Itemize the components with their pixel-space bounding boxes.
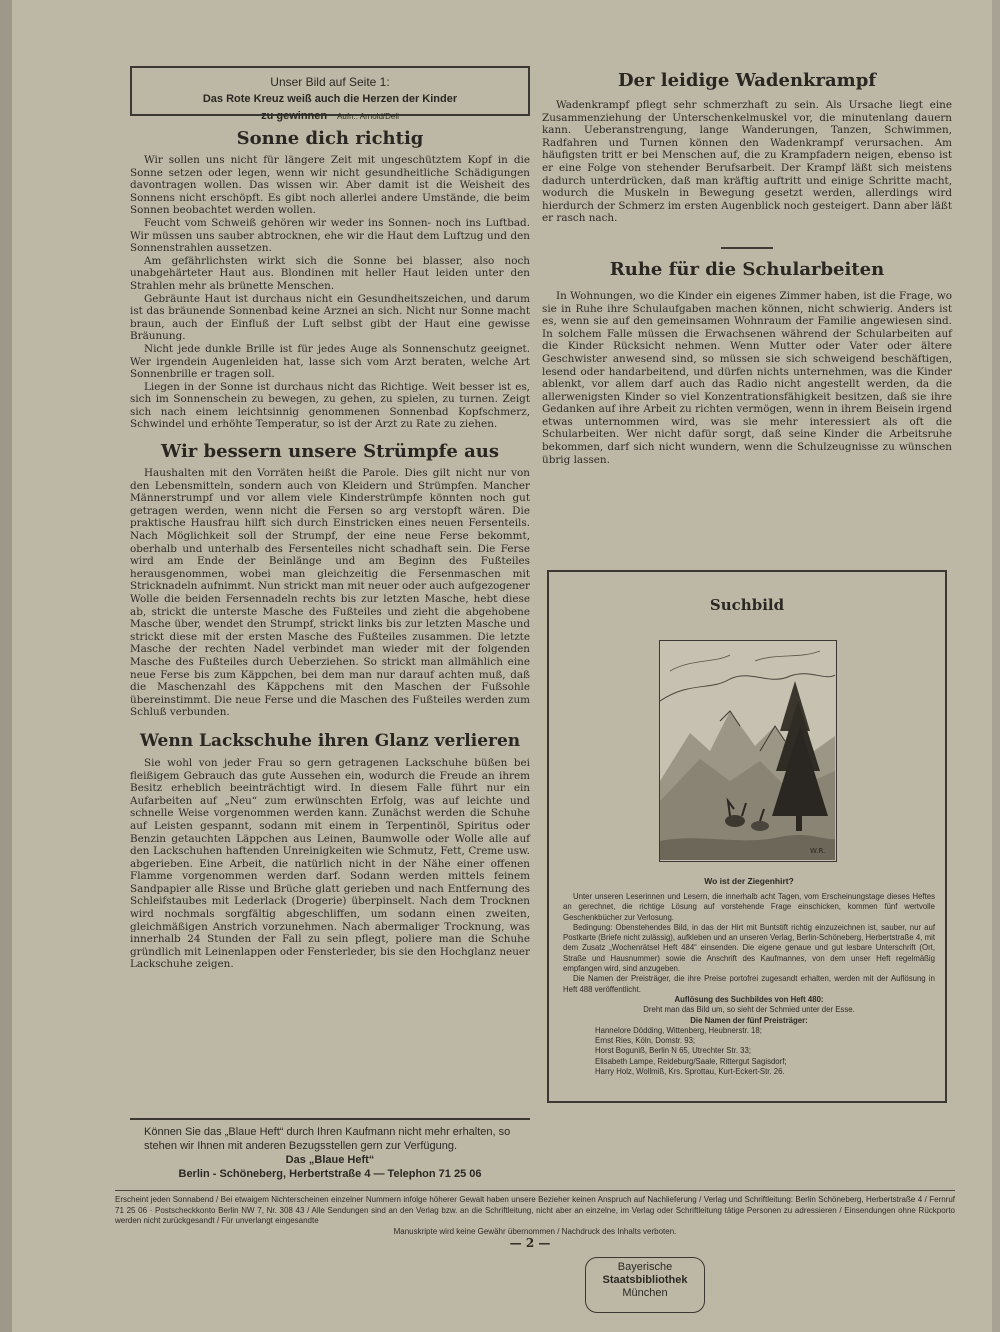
paragraph: Wadenkrampf pflegt sehr schmerzhaft zu sein. Als Ursache liegt eine Zusammenziehung der Unterschenkelmuskel vor, die minutenlang dauern kann. Ueberanstrengung, lange Wanderungen, Tanzen, Schwimmen, Radfahren und Turnen können den Wadenkrampf verursachen. Am häufigsten tritt er bei Menschen auf, die zu Krampfadern neigen, ebenso ist er eine Folge von stehender Berufsarbeit. Der Krampf läßt sich meistens dadurch unterdrücken, daß man kräftig auftritt und einige Schritte macht, wodurch die Muskeln in Bewegung gesetzt werden, allerdings wird hierdurch der Schmerz im ersten Augenblick noch gesteigert. Dann aber läßt er rasch nach. bbox=[542, 99, 952, 225]
puzzle-illustration bbox=[659, 640, 837, 862]
paragraph: Liegen in der Sonne ist durchaus nicht das Richtige. Weit besser ist es, sich im Sonnenschein zu bewegen, zu gehen, zu spielen, zu turnen. Zeigt sich nach einem leichtsinnig genommenen Sonnenbad Kopfschmerz, Schwindel und erhöhte Temperatur, so ist der Arzt zu Rate zu ziehen. bbox=[130, 380, 530, 431]
winner-item: Hannelore Dödding, Wittenberg, Heubnerstr. 18; bbox=[595, 1025, 762, 1035]
illustration-signature: W.R. bbox=[810, 847, 826, 855]
puzzle-box bbox=[547, 570, 947, 1103]
picture-note-line3: zu gewinnen bbox=[261, 110, 328, 122]
picture-note-line2: Das Rote Kreuz weiß auch die Herzen der Kinder bbox=[202, 93, 458, 105]
puzzle-title: Suchbild bbox=[709, 596, 785, 614]
solution-title: Auflösung des Suchbildes von Heft 480: bbox=[674, 994, 824, 1004]
paragraph: Nicht jede dunkle Brille ist für jedes Auge als Sonnenschutz geeignet. Wer irgendein Augenleiden hat, lasse sich vom Arzt beraten, welche Art Sonnenbrille er tragen soll. bbox=[130, 342, 530, 381]
publisher-name: Das „Blaue Heft“ bbox=[285, 1154, 375, 1166]
subscription-text: Können Sie das „Blaue Heft“ durch Ihren Kaufmann nicht mehr erhalten, so stehen wir Ihnen mit anderen Bezugsstellen gern zur Verfügung. bbox=[144, 1126, 511, 1152]
puzzle-rules bbox=[563, 892, 935, 1077]
winner-item: Ernst Ries, Köln, Domstr. 93; bbox=[595, 1036, 696, 1046]
publisher-address: Berlin - Schöneberg, Herbertstraße 4 — Telephon 71 25 06 bbox=[178, 1168, 482, 1180]
picture-note-line1: Unser Bild auf Seite 1: bbox=[270, 75, 390, 89]
article-title-struempfe: Wir bessern unsere Strümpfe aus bbox=[161, 441, 499, 463]
article-body-sonne bbox=[130, 154, 530, 431]
puzzle-question: Wo ist der Ziegenhirt? bbox=[704, 876, 794, 886]
article-title-lackschuhe: Wenn Lackschuhe ihren Glanz verlieren bbox=[139, 730, 521, 751]
article-body-lackschuhe bbox=[130, 757, 530, 971]
winner-item: Horst Boguniß, Berlin N 65, Utrechter Str. 33; bbox=[595, 1046, 752, 1056]
stamp-line2: Staatsbibliothek bbox=[602, 1274, 688, 1286]
picture-note-box bbox=[130, 66, 530, 122]
divider bbox=[721, 247, 773, 249]
paragraph: Wir sollen uns nicht für längere Zeit mit ungeschütztem Kopf in die Sonne setzen oder legen, wenn wir nicht gesundheitliche Schädigungen davontragen wollen. Das wissen wir. Aber damit ist die Weisheit des Sonnens nicht erschöpft. Es gibt noch allerlei andere Umstände, die beim Sonnen beobachtet werden wollen. bbox=[130, 154, 530, 217]
winner-item: Elisabeth Lampe, Reideburg/Saale, Rittergut Sagisdorf; bbox=[595, 1056, 787, 1066]
article-body-schularbeiten bbox=[542, 290, 952, 466]
right-column bbox=[542, 66, 952, 466]
article-body-wadenkrampf bbox=[542, 99, 952, 225]
rules-paragraph: Unter unseren Leserinnen und Lesern, die innerhalb acht Tagen, vom Erscheinungstage dieses Heftes an gerechnet, die richtige Lösung auf vorstehende Frage einschicken, kommen fünf wertvolle Geschenkbücher zur Verlosung. bbox=[563, 892, 935, 922]
paragraph: Haushalten mit den Vorräten heißt die Parole. Dies gilt nicht nur von den Lebensmitteln, sondern auch von Kleidern und Strümpfen. Mancher Männerstrumpf und vor allem viele Kinderstrümpfe könnten noch gut getragen werden, wenn nicht die Fersen so arg verstopft wären. Die praktische Hausfrau hilft sich durch Einstricken eines neuen Fersenteils. Nach Möglichkeit soll der Strumpf, der eine neue Ferse bekommt, oberhalb und unterhalb des Fersenteiles nicht schadhaft sein. Die Ferse wird am Ende der Beinlänge und am Beginn des Fußteiles herausgenommen, wobei man gleichzeitig die Fersenmaschen mit Stricknadeln aufnimmt. Nun strickt man mit neuer oder auch aufgezogener Wolle die beiden Fersennadeln rechts bis zur letzten Masche, hebt diese ab, strickt die unterste Masche des Fußteiles und zieht die abgehobene Masche über, wendet den Strumpf, strickt links bis zur letzten Masche und strickt diese mit der ersten Masche des Fußteiles zusammen. Die letzte Masche der rechten Nadel verbindet man wieder mit der folgenden Masche des Fußteiles durch Ueberziehen. So strickt man allmählich eine neue Ferse bis zum Käppchen, bei dem man nur darauf achten muß, daß die Maschenzahl des Käppchens mit den Maschen der Fußsohle übereinstimmt. Die neue Ferse und die Maschen des Fußteiles werden zum Schluß verbunden. bbox=[130, 467, 530, 719]
paragraph: Am gefährlichsten wirkt sich die Sonne bei blasser, also noch unabgehärteter Haut aus. Blondinen mit heller Haut leiden unter den Strahlen mehr als brünette Menschen. bbox=[130, 254, 530, 292]
winner-item: Harry Holz, Wollmiß, Krs. Sprottau, Kurt-Eckert-Str. 26. bbox=[595, 1067, 785, 1077]
article-title-schularbeiten: Ruhe für die Schularbeiten bbox=[609, 258, 885, 280]
paragraph: Gebräunte Haut ist durchaus nicht ein Gesundheitszeichen, und darum ist das bräunende Sonnenbad keine Arznei an sich. Nicht nur Sonne macht braun, auch der Einfluß der Luft selbst gibt der Haut eine gewisse Bräunung. bbox=[130, 292, 530, 343]
paragraph: In Wohnungen, wo die Kinder ein eigenes Zimmer haben, ist die Frage, wo sie in Ruhe ihre Schulaufgaben machen können, nicht schwierig. Anders ist es, wenn sie auf den gemeinsamen Wohnraum der Familie angewiesen sind. In solchem Falle müssen die Erwachsenen während der Schularbeiten auf die Kinder Rücksicht nehmen. Wenn Mutter oder Vater oder ältere Geschwister anwesend sind, so müssen sie sich schweigend beschäftigen, lesend oder handarbeitend, und dürfen nichts unternehmen, was die Kinder ablenkt, vor allem darf auch das Radio nicht angestellt werden, da die allerwenigsten Kinder so viel Konzentrationsfähigkeit besitzen, daß sie ihre Gedanken auf ihre Arbeit zu richten vermögen, wenn in ihrem Beisein irgend etwas unternommen wird, was sie mehr interessiert als oft die Schularbeiten. Wer nicht dafür sorgt, daß seine Kinder die Arbeitsruhe bekommen, darf sich nicht wundern, wenn die Schulzeugnisse zu wünschen übrig lassen. bbox=[542, 289, 952, 466]
mountain-landscape-illustration bbox=[660, 641, 835, 860]
imprint-manuscripts: Manuskripte wird keine Gewähr übernommen / Nachdruck des Inhalts verboten. bbox=[393, 1226, 677, 1236]
stamp-line1: Bayerische bbox=[617, 1261, 673, 1273]
page-number: — 2 — bbox=[509, 1236, 551, 1250]
winners-list bbox=[595, 1026, 935, 1077]
paragraph: Feucht vom Schweiß gehören wir weder ins Sonnen- noch ins Luftbad. Wir müssen uns sauber abtrocknen, ehe wir die Haut dem Luftzug und den Sonnenstrahlen aussetzen. bbox=[130, 216, 530, 255]
imprint bbox=[115, 1190, 955, 1237]
photo-credit: Aufn.: Arnold/Deli bbox=[337, 112, 399, 121]
stamp-line3: München bbox=[622, 1287, 668, 1299]
library-stamp bbox=[585, 1257, 705, 1313]
imprint-text: Erscheint jeden Sonnabend / Bei etwaigem Nichterscheinen einzelner Nummern infolge höherer Gewalt haben unsere Bezieher keinen Anspruch auf Nachlieferung / Verlag und Schriftleitung: Berlin Schöneberg, Herbertstraße 4 / Fernruf 71 25 06 · Postscheckkonto Berlin NW 7, Nr. 308 43 / Alle Sendungen sind an den Verlag bzw. an die Schriftleitung, nicht aber an einzelne, im Verlag oder Schriftleitung tätige Personen zu adressieren / Einsendungen ohne Rückporto werden nicht zurückgesandt / Für unverlangt eingesandte bbox=[115, 1195, 955, 1225]
article-title-wadenkrampf: Der leidige Wadenkrampf bbox=[617, 70, 877, 91]
solution-text: Dreht man das Bild um, so sieht der Schmied unter der Esse. bbox=[643, 1005, 855, 1015]
article-title-sonne: Sonne dich richtig bbox=[236, 128, 424, 149]
rules-paragraph: Bedingung: Obenstehendes Bild, in das der Hirt mit Buntstift richtig einzuzeichnen ist, sauber, nur auf Postkarte (Briefe nicht zulässig), aufkleben und an unseren Verlag, Berlin-Schöneberg, Herbertstraße 4, mit dem Zusatz „Wochenrätsel Heft 484“ einsenden. Die eigene genaue und gut lesbare Unterschrift (Ort, Straße und Hausnummer) sowie die Anschrift des Kaufmannes, von dem unser Heft regelmäßig empfangen wird, sind anzugeben. bbox=[563, 922, 935, 974]
article-body-struempfe bbox=[130, 467, 530, 719]
paragraph: Sie wohl von jeder Frau so gern getragenen Lackschuhe büßen bei fleißigem Gebrauch das gute Aussehen ein, wodurch die Freude an ihrem Besitz erheblich beeinträchtigt wird. In diesem Falle führt nur ein Aufarbeiten auf „Neu“ zum erwünschten Erfolg, was auf leichte und schnelle Weise vorgenommen werden kann. Zunächst werden die Schuhe auf Leisten gespannt, sodann mit einem in Terpentinöl, Spiritus oder Benzin getauchten Läppchen aus Leinen, Baumwolle oder Wolle alle auf den Lackschuhen haftenden Unreinigkeiten wie Schmutz, Fett, Creme usw. abgerieben. Eine Arbeit, die natürlich nicht in der Nähe einer offenen Flamme vorgenommen werden darf. Sodann werden mittels feinem Sandpapier alle Risse und Brüche glatt gerieben und nach Entfernung des Schleifstaubes mit Lederlack (Drogerie) überpinselt. Nach dem Trocknen wird nochmals sorgfältig abgeschliffen, um sodann einen zweiten, gleichmäßigen Anstrich vorzunehmen. Nach abermaliger Trocknung, was innerhalb 24 Stunden der Fall zu sein pflegt, poliere man die Schuhe gründlich mit Leinenlappen oder Fensterleder, bis sie den Hochglanz neuer Lackschuhe zeigen. bbox=[130, 756, 530, 971]
rules-paragraph: Die Namen der Preisträger, die ihre Preise portofrei zugesandt erhalten, werden mit der Auflösung in Heft 488 veröffentlicht. bbox=[563, 974, 935, 994]
winners-title: Die Namen der fünf Preisträger: bbox=[690, 1015, 808, 1025]
subscription-notice bbox=[130, 1118, 530, 1181]
left-column bbox=[130, 66, 530, 971]
